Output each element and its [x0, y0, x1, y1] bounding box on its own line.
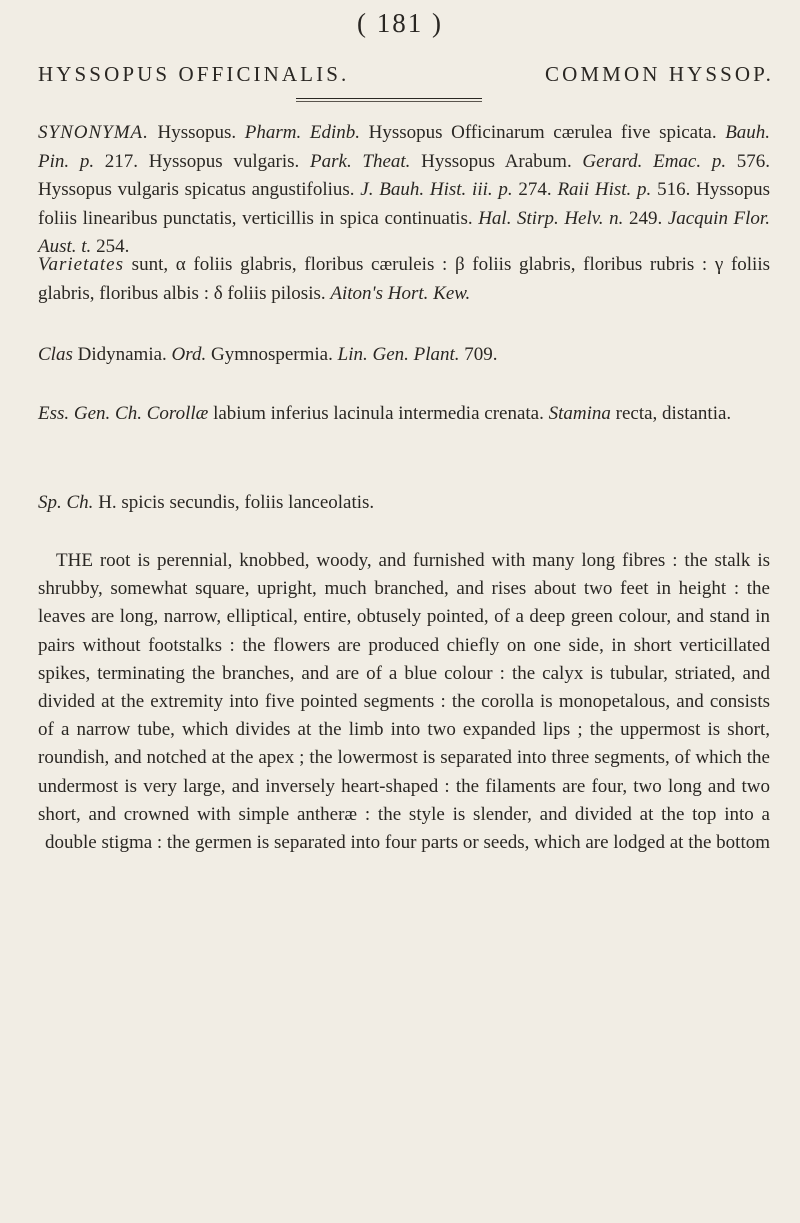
page-number: ( 181 ) [357, 8, 443, 38]
varietates-label: Varietates [38, 254, 124, 275]
specific-character-paragraph: Sp. Ch. H. spicis secundis, foliis lanceolatis. [38, 492, 375, 513]
specific-label: Sp. Ch. [38, 492, 94, 513]
essential-character-paragraph: Ess. Gen. Ch. Corollæ labium inferius lacinula intermedia crenata. Stamina recta, distantia. [38, 403, 732, 424]
synonyma-paragraph: SYNONYMA. Hyssopus. Pharm. Edinb. Hyssopus Officinarum cærulea five spicata. Bauh. Pin. p. 217. Hyssopus vulgaris. Park. Theat. Hyssopus Arabum. Gerard. Emac. p. 576. Hyssopus vulgaris spicatus angustifolius. J. Bauh. Hist. iii. p. 274. Raii Hist. p. 516. Hyssopus foliis linearibus punctatis, verticillis in spica continuatis. Hal. Stirp. Helv. n. 249. Jacquin Flor. Aust. t. 254. [38, 122, 771, 257]
header-rule [296, 98, 482, 99]
description-paragraph [38, 547, 770, 857]
class-label: Clas [38, 344, 73, 365]
header-rule-thin [296, 101, 482, 102]
running-header [38, 62, 774, 87]
latin-title: HYSSOPUS OFFICINALIS. [38, 62, 350, 86]
description-lead: THE [56, 550, 93, 571]
varietates-paragraph: Varietates sunt, α foliis glabris, floribus cæruleis : β foliis glabris, floribus rubris : γ foliis glabris, floribus albis : δ foliis pilosis. Aiton's Hort. Kew. [38, 254, 771, 304]
english-title: COMMON HYSSOP. [545, 62, 774, 86]
synonyma-label: SYNONYMA. [38, 122, 149, 143]
description-body: root is perennial, knobbed, woody, and furnished with many long fibres : the stalk is shrubby, somewhat square, upright, much branched, and rises about two feet in height : the leaves are long, narrow, elliptical, entire, obtusely pointed, of a deep green colour, and stand in pairs without footstalks : the flowers are produced chiefly on one side, in short verticillated spikes, terminating the branches, and are of a blue colour : the calyx is tubular, striated, and divided at the extremity into five pointed segments : the corolla is monopetalous, and consists of a narrow tube, which divides at the limb into two expanded lips ; the uppermost is short, roundish, and notched at the apex ; the lowermost is separated into three segments, of which the undermost is very large, and inversely heart-shaped : the filaments are four, two long and two short, and crowned with simple antheræ : the style is slender, and divided at the top into a double stigma : the germen is separated into four parts or seeds, which are lodged at the bottom [38, 550, 771, 854]
essential-label: Ess. Gen. Ch. [38, 403, 142, 424]
class-paragraph: Clas Didynamia. Ord. Gymnospermia. Lin. Gen. Plant. 709. [38, 344, 498, 365]
